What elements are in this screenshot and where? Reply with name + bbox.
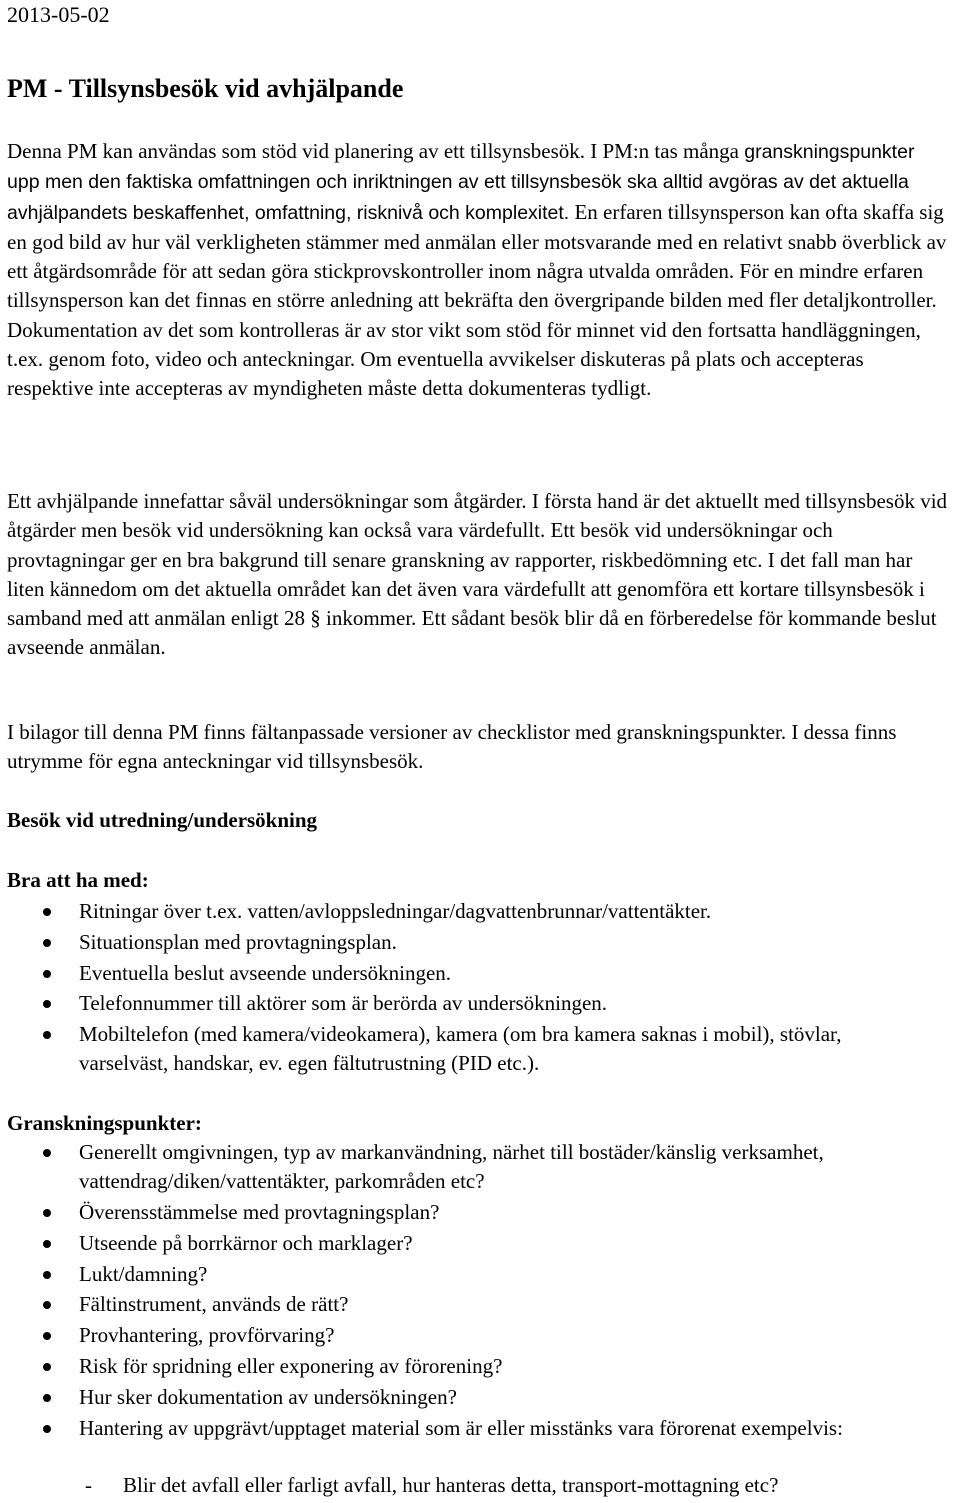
dash-marker: -: [85, 1473, 92, 1497]
intro-paragraph: [7, 137, 952, 404]
list-item: Hur sker dokumentation av undersökningen?: [7, 1383, 947, 1412]
list-item: Lukt/damning?: [7, 1260, 947, 1289]
list-item: Provhantering, provförvaring?: [7, 1321, 947, 1350]
bring-heading: Bra att ha med:: [7, 868, 149, 892]
list-item: Ritningar över t.ex. vatten/avloppsledningar/dagvattenbrunnar/vattentäkter.: [7, 897, 947, 926]
list-item: Risk för spridning eller exponering av förorening?: [7, 1352, 947, 1381]
list-item: Mobiltelefon (med kamera/videokamera), kamera (om bra kamera saknas i mobil), stövlar, varselväst, handskar, ev. egen fältutrustning (PID etc.).: [7, 1020, 929, 1079]
list-item: Situationsplan med provtagningsplan.: [7, 928, 947, 957]
document-date: 2013-05-02: [7, 2, 110, 27]
review-heading: Granskningspunkter:: [7, 1111, 202, 1135]
list-item: Hantering av uppgrävt/upptaget material som är eller misstänks vara förorenat exempelvis:: [7, 1414, 879, 1443]
intro-part2: granskningspunkter upp men den faktiska omfattningen och inriktningen av ett tillsynsbesök ska alltid avgöras av det aktuella avhjälpandets beskaffenhet, omfattning, risknivå och komplexitet.: [7, 141, 915, 224]
list-item: Överensstämmelse med provtagningsplan?: [7, 1198, 947, 1227]
page-title: PM - Tillsynsbesök vid avhjälpande: [7, 74, 404, 103]
list-item: Telefonnummer till aktörer som är berörda av undersökningen.: [7, 989, 947, 1018]
list-item: Eventuella beslut avseende undersökningen.: [7, 959, 947, 988]
sub-item-text: Blir det avfall eller farligt avfall, hur hanteras detta, transport-mottagning etc?: [123, 1473, 779, 1497]
bilagor-paragraph: I bilagor till denna PM finns fältanpassade versioner av checklistor med granskningspunkter. I dessa finns utrymme för egna anteckningar vid tillsynsbesök.: [7, 720, 897, 774]
list-item: Generellt omgivningen, typ av markanvändning, närhet till bostäder/känslig verksamhet, vattendrag/diken/vattentäkter, parkområden etc?: [7, 1138, 869, 1197]
review-list: [7, 1138, 947, 1444]
intro-part3: En erfaren tillsynsperson kan ofta skaffa sig en god bild av hur väl verkligheten stämmer med anmälan eller motsvarande med en relativt snabb överblick av ett åtgärdsområde för att sedan göra stickprovskontroller inom några utvalda områden. För en mindre erfaren tillsynsperson kan det finnas en större anledning att bekräfta den övergripande bilden med fler detaljkontroller.: [7, 199, 947, 313]
bring-list: [7, 897, 947, 1080]
intro-part4: Dokumentation av det som kontrolleras är av stor vikt som stöd för minnet vid den fortsatta handläggningen, t.ex. genom foto, video och anteckningar. Om eventuella avvikelser diskuteras på plats och accepteras respektive inte accepteras av myndigheten måste detta dokumenteras tydligt.: [7, 317, 921, 401]
intro-part1: Denna PM kan användas som stöd vid planering av ett tillsynsbesök. I PM:n tas många: [7, 139, 739, 163]
section-heading: Besök vid utredning/undersökning: [7, 808, 318, 832]
list-item: Fältinstrument, används de rätt?: [7, 1290, 947, 1319]
avhjalpande-paragraph: Ett avhjälpande innefattar såväl undersökningar som åtgärder. I första hand är det aktuellt med tillsynsbesök vid åtgärder men besök vid undersökning kan också vara värdefullt. Ett besök vid undersökningar och provtagningar ger en bra bakgrund till senare granskning av rapporter, riskbedömning etc. I det fall man har liten kännedom om det aktuella området kan det även vara värdefullt att genomföra ett kortare tillsynsbesök i samband med att anmälan enligt 28 § inkommer. Ett sådant besök blir då en förberedelse för kommande beslut avseende anmälan.: [7, 489, 948, 660]
list-item: Utseende på borrkärnor och marklager?: [7, 1229, 947, 1258]
